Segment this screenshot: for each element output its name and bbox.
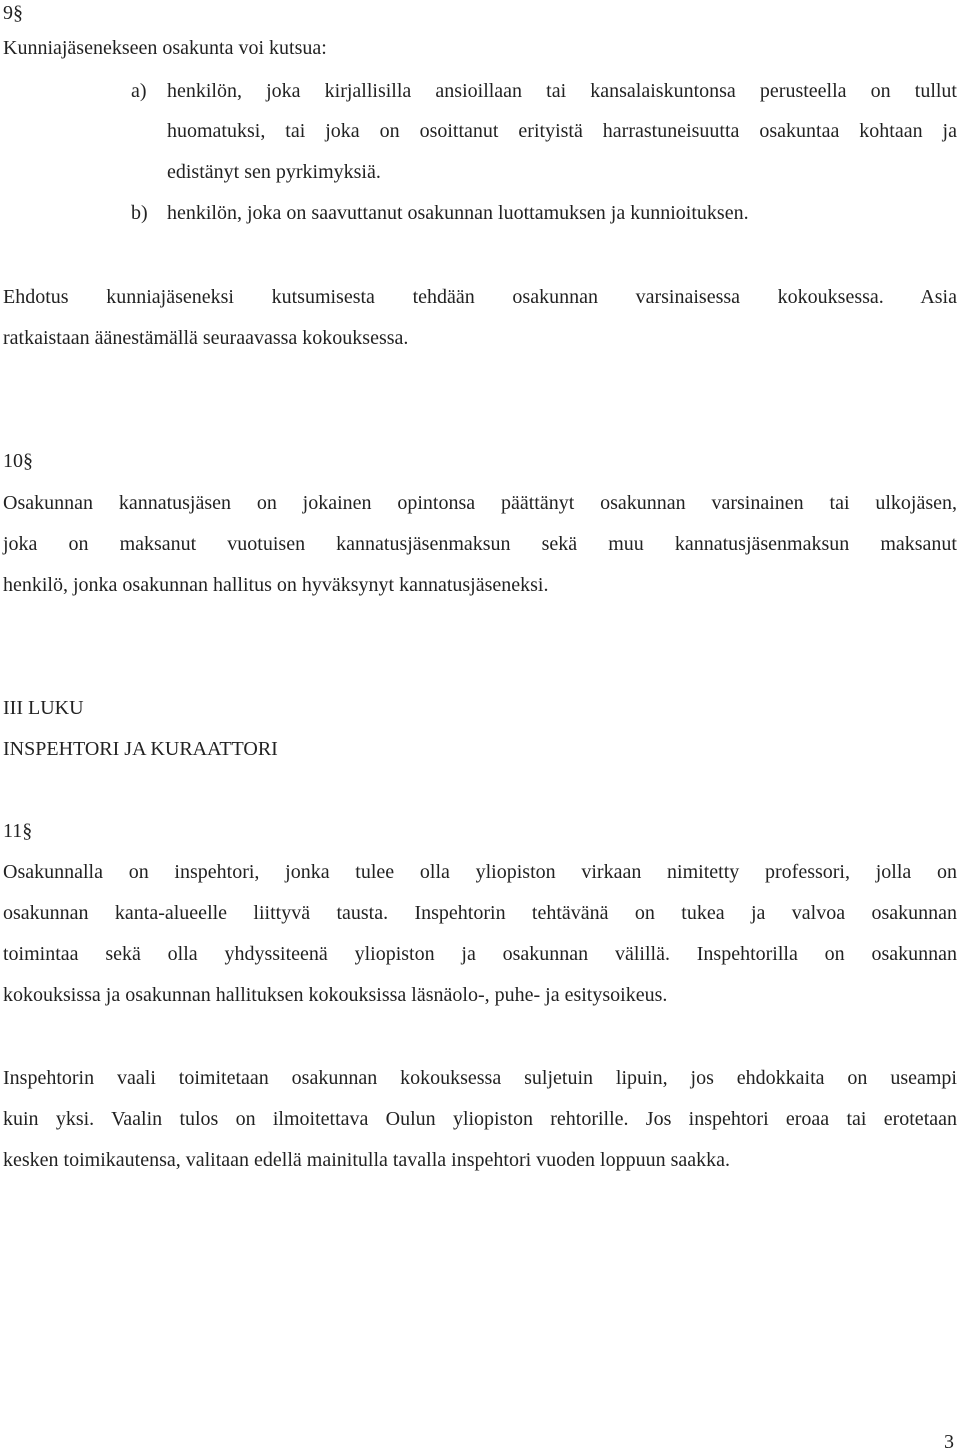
list-item-b-marker: b): [131, 202, 148, 224]
list-item-a-line: edistänyt sen pyrkimyksiä.: [167, 161, 381, 183]
section-11-paragraph-1-line: kokouksissa ja osakunnan hallituksen kokouksissa läsnäolo-, puhe- ja esitysoikeus.: [3, 984, 668, 1006]
section-10-paragraph-line: henkilö, jonka osakunnan hallitus on hyväksynyt kannatusjäseneksi.: [3, 574, 549, 596]
section-10-paragraph-line: joka on maksanut vuotuisen kannatusjäsenmaksun sekä muu kannatusjäsenmaksun maksanut: [3, 533, 957, 555]
section-11-heading: 11§: [3, 820, 33, 842]
list-item-a-marker: a): [131, 80, 147, 102]
section-11-paragraph-1-line: Osakunnalla on inspehtori, jonka tulee olla yliopiston virkaan nimitetty professori, jolla on: [3, 861, 957, 883]
list-item-a-line: huomatuksi, tai joka on osoittanut erityistä harrastuneisuutta osakuntaa kohtaan ja: [167, 120, 957, 142]
chapter-number: III LUKU: [3, 697, 84, 719]
section-9-paragraph-line: Ehdotus kunniajäseneksi kutsumisesta tehdään osakunnan varsinaisessa kokouksessa. Asia: [3, 286, 957, 308]
page-number: 3: [944, 1431, 954, 1453]
section-10-paragraph-line: Osakunnan kannatusjäsen on jokainen opintonsa päättänyt osakunnan varsinainen tai ulkojäsen,: [3, 492, 957, 514]
section-11-paragraph-1-line: osakunnan kanta-alueelle liittyvä tausta. Inspehtorin tehtävänä on tukea ja valvoa osakunnan: [3, 902, 957, 924]
chapter-title: INSPEHTORI JA KURAATTORI: [3, 738, 278, 760]
section-9-paragraph-line: ratkaistaan äänestämällä seuraavassa kokouksessa.: [3, 327, 409, 349]
section-11-paragraph-2-line: kuin yksi. Vaalin tulos on ilmoitettava Oulun yliopiston rehtorille. Jos inspehtori eroaa tai erotetaan: [3, 1108, 957, 1130]
section-9-intro: Kunniajäsenekseen osakunta voi kutsua:: [3, 37, 327, 59]
section-10-heading: 10§: [3, 450, 33, 472]
section-11-paragraph-1-line: toimintaa sekä olla yhdyssiteenä yliopiston ja osakunnan välillä. Inspehtorilla on osakunnan: [3, 943, 957, 965]
section-11-paragraph-2-line: Inspehtorin vaali toimitetaan osakunnan kokouksessa suljetuin lipuin, jos ehdokkaita on useampi: [3, 1067, 957, 1089]
section-11-paragraph-2-line: kesken toimikautensa, valitaan edellä mainitulla tavalla inspehtori vuoden loppuun saakka.: [3, 1149, 731, 1171]
list-item-b-line: henkilön, joka on saavuttanut osakunnan luottamuksen ja kunnioituksen.: [167, 202, 749, 224]
list-item-a-line: henkilön, joka kirjallisilla ansioillaan tai kansalaiskuntonsa perusteella on tullut: [167, 80, 957, 102]
section-9-heading: 9§: [3, 2, 23, 24]
